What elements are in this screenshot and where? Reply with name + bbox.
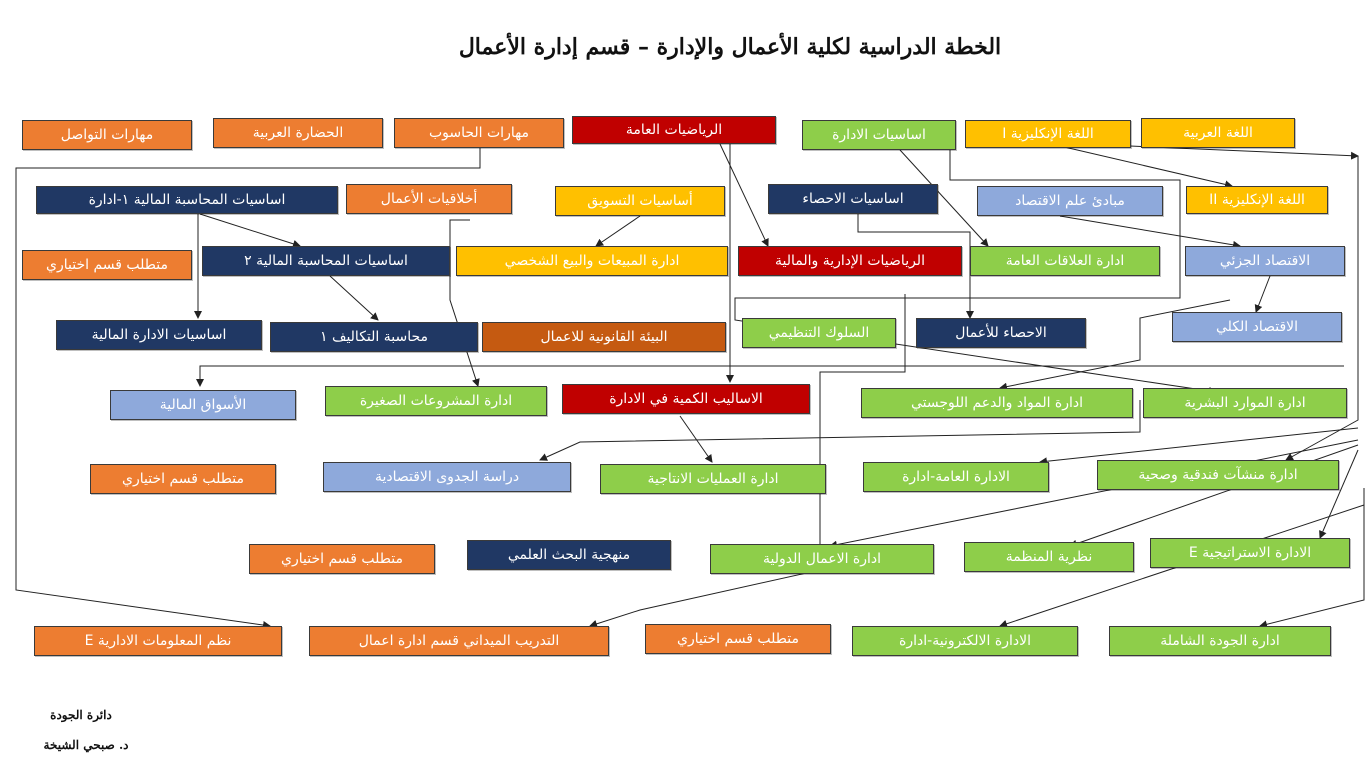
link-legal-small bbox=[450, 220, 478, 386]
course-computer-skills[interactable]: مهارات الحاسوب bbox=[394, 118, 564, 148]
course-field-training[interactable]: التدريب الميداني قسم ادارة اعمال bbox=[309, 626, 609, 656]
course-quantitative-methods[interactable]: الاساليب الكمية في الادارة bbox=[562, 384, 810, 414]
course-e-management[interactable]: الادارة الالكترونية-ادارة bbox=[852, 626, 1078, 656]
course-arabic-language[interactable]: اللغة العربية bbox=[1141, 118, 1295, 148]
link-acc1-acc2 bbox=[200, 214, 300, 246]
course-mis[interactable]: نظم المعلومات الادارية E bbox=[34, 626, 282, 656]
link-econ-micro bbox=[1060, 216, 1240, 246]
course-organizational-behavior[interactable]: السلوك التنظيمي bbox=[742, 318, 896, 348]
course-human-resources[interactable]: ادارة الموارد البشرية bbox=[1143, 388, 1347, 418]
course-microeconomics[interactable]: الاقتصاد الجزئي bbox=[1185, 246, 1345, 276]
course-small-business[interactable]: ادارة المشروعات الصغيرة bbox=[325, 386, 547, 416]
course-research-methodology[interactable]: منهجية البحث العلمي bbox=[467, 540, 671, 570]
course-elective-4[interactable]: متطلب قسم اختياري bbox=[645, 624, 831, 654]
link-micro-macro bbox=[1256, 276, 1270, 312]
course-organization-theory[interactable]: نظرية المنظمة bbox=[964, 542, 1134, 572]
course-statistics-basics[interactable]: اساسيات الاحصاء bbox=[768, 184, 938, 214]
link-marketing-sales bbox=[596, 216, 640, 246]
link-macro-finmarkets bbox=[200, 366, 1344, 386]
footer-department: دائرة الجودة bbox=[50, 708, 112, 722]
course-business-statistics[interactable]: الاحصاء للأعمال bbox=[916, 318, 1086, 348]
link-math-managerial-math bbox=[720, 144, 768, 246]
course-feasibility-study[interactable]: دراسة الجدوى الاقتصادية bbox=[323, 462, 571, 492]
course-elective-2[interactable]: متطلب قسم اختياري bbox=[90, 464, 276, 494]
course-elective-1[interactable]: متطلب قسم اختياري bbox=[22, 250, 192, 280]
course-financial-markets[interactable]: الأسواق المالية bbox=[110, 390, 296, 420]
course-strategic-management[interactable]: الادارة الاستراتيجية E bbox=[1150, 538, 1350, 568]
link-acc2-cost bbox=[330, 276, 378, 320]
course-communication-skills[interactable]: مهارات التواصل bbox=[22, 120, 192, 150]
course-managerial-math[interactable]: الرياضيات الإدارية والمالية bbox=[738, 246, 962, 276]
course-international-business[interactable]: ادارة الاعمال الدولية bbox=[710, 544, 934, 574]
course-financial-accounting-1[interactable]: اساسيات المحاسبة المالية ١-ادارة bbox=[36, 186, 338, 214]
course-hospitality-management[interactable]: ادارة منشآت فندقية وصحية bbox=[1097, 460, 1339, 490]
course-management-basics[interactable]: اساسيات الادارة bbox=[802, 120, 956, 150]
course-business-ethics[interactable]: أخلاقيات الأعمال bbox=[346, 184, 512, 214]
course-marketing-basics[interactable]: أساسيات التسويق bbox=[555, 186, 725, 216]
course-arab-civilization[interactable]: الحضارة العربية bbox=[213, 118, 383, 148]
course-financial-accounting-2[interactable]: اساسيات المحاسبة المالية ٢ bbox=[202, 246, 450, 276]
course-public-relations[interactable]: ادارة العلاقات العامة bbox=[970, 246, 1160, 276]
course-english-1[interactable]: اللغة الإنكليزية I bbox=[965, 120, 1131, 148]
page-title: الخطة الدراسية لكلية الأعمال والإدارة – قسم إدارة الأعمال bbox=[458, 34, 1002, 60]
course-logistics[interactable]: ادارة المواد والدعم اللوجستي bbox=[861, 388, 1133, 418]
course-english-2[interactable]: اللغة الإنكليزية II bbox=[1186, 186, 1328, 214]
course-general-math[interactable]: الرياضيات العامة bbox=[572, 116, 776, 144]
course-cost-accounting-1[interactable]: محاسبة التكاليف ١ bbox=[270, 322, 478, 352]
course-public-administration[interactable]: الادارة العامة-ادارة bbox=[863, 462, 1049, 492]
course-macroeconomics[interactable]: الاقتصاد الكلي bbox=[1172, 312, 1342, 342]
link-quant-operations bbox=[680, 416, 712, 462]
course-elective-3[interactable]: متطلب قسم اختياري bbox=[249, 544, 435, 574]
course-legal-environment[interactable]: البيئة القانونية للاعمال bbox=[482, 322, 726, 352]
footer-author: د. صبحي الشيخة bbox=[43, 738, 129, 752]
course-economics-principles[interactable]: مبادئ علم الاقتصاد bbox=[977, 186, 1163, 216]
course-operations-management[interactable]: ادارة العمليات الانتاجية bbox=[600, 464, 826, 494]
course-sales-management[interactable]: ادارة المبيعات والبيع الشخصي bbox=[456, 246, 728, 276]
course-total-quality[interactable]: ادارة الجودة الشاملة bbox=[1109, 626, 1331, 656]
course-financial-management-basics[interactable]: اساسيات الادارة المالية bbox=[56, 320, 262, 350]
